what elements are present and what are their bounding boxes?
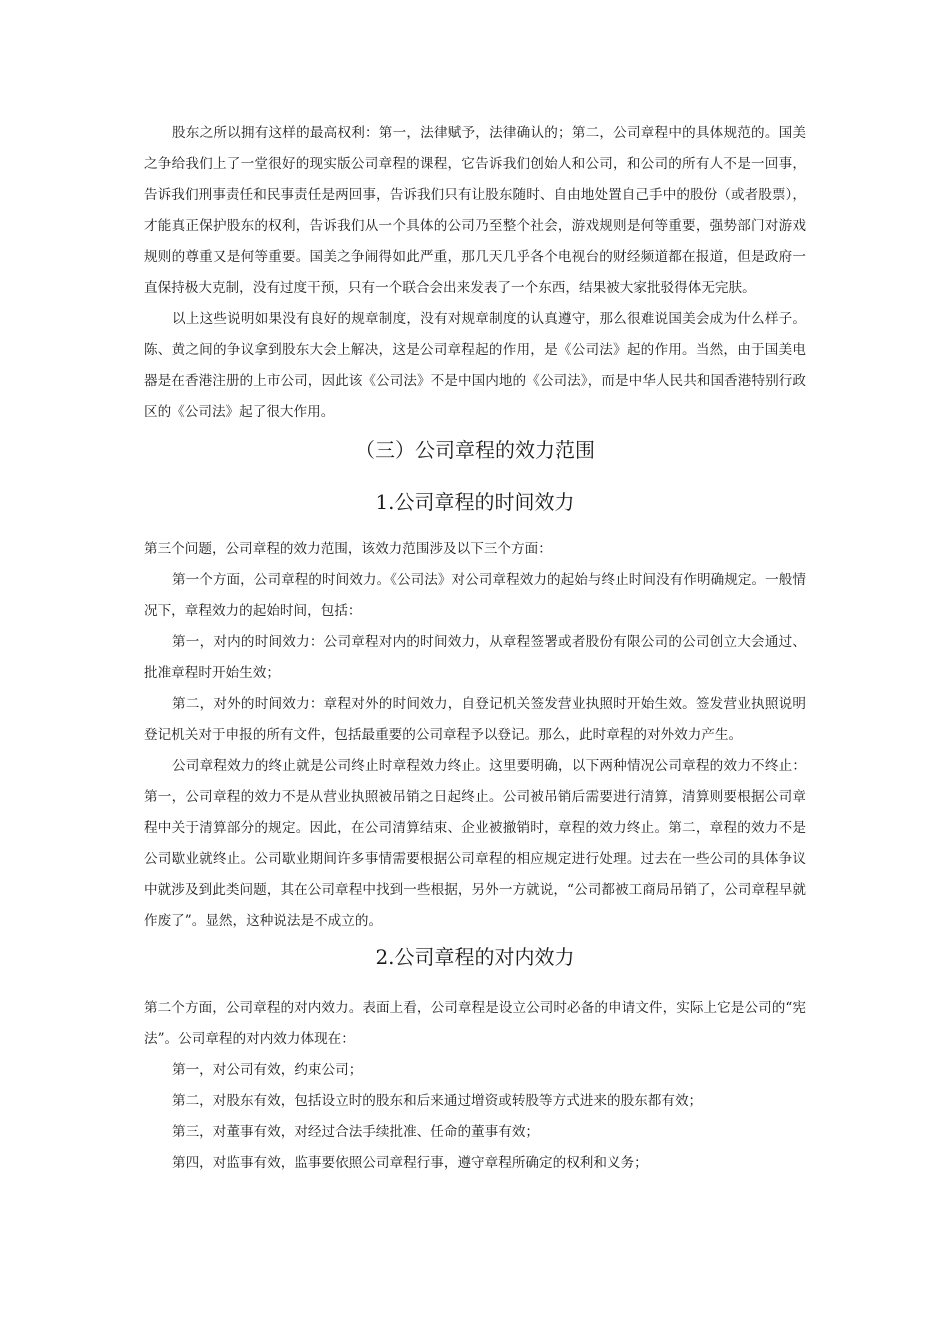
section-heading: （三）公司章程的效力范围 [355, 438, 595, 462]
list-paragraph: 第一，对公司有效，约束公司； [172, 1062, 363, 1078]
subsection-heading-time-effect: 1.公司章程的时间效力 [375, 490, 575, 514]
body-paragraph: 公司章程效力的终止就是公司终止时章程效力终止。这里要明确，以下两种情况公司章程的效力不终止：第一，公司章程的效力不是从营业执照被吊销之日起终止。公司被吊销后需要进行清算，清算则要根据公司章程中关于清算部分的规定。因此，在公司清算结束、企业被撤销时，章程的效力终止。第二，章程的效力不是公司歇业就终止。公司歇业期间许多事情需要根据公司章程的相应规定进行处理。过去在一些公司的具体争议中就涉及到此类问题，其在公司章程中找到一些根据，另外一方就说，“公司都被工商局吊销了，公司章程早就作废了”。显然，这种说法是不成立的。 [144, 758, 806, 929]
subsection-intro: 第二个方面，公司章程的对内效力。表面上看，公司章程是设立公司时必备的申请文件，实际上它是公司的“宪法”。公司章程的对内效力体现在： [144, 1000, 806, 1047]
body-paragraph: 以上这些说明如果没有良好的规章制度，没有对规章制度的认真遵守，那么很难说国美会成为什么样子。陈、黄之间的争议拿到股东大会上解决，这是公司章程起的作用，是《公司法》起的作用。当然，由于国美电器是在香港注册的上市公司，因此该《公司法》不是中国内地的《公司法》，而是中华人民共和国香港特别行政区的《公司法》起了很大作用。 [144, 311, 806, 420]
document-page [144, 118, 806, 1179]
body-paragraph: 第一个方面，公司章程的时间效力。《公司法》对公司章程效力的起始与终止时间没有作明确规定。一般情况下，章程效力的起始时间，包括： [144, 572, 806, 619]
body-paragraph: 第二，对外的时间效力：章程对外的时间效力，自登记机关签发营业执照时开始生效。签发营业执照说明登记机关对于申报的所有文件，包括最重要的公司章程予以登记。那么，此时章程的对外效力产生。 [144, 696, 806, 743]
list-paragraph: 第二，对股东有效，包括设立时的股东和后来通过增资或转股等方式进来的股东都有效； [172, 1093, 703, 1109]
list-paragraph: 第四，对监事有效，监事要依照公司章程行事，遵守章程所确定的权利和义务； [172, 1155, 648, 1171]
list-paragraph: 第三，对董事有效，对经过合法手续批准、任命的董事有效； [172, 1124, 540, 1140]
body-paragraph: 第一，对内的时间效力：公司章程对内的时间效力，从章程签署或者股份有限公司的公司创立大会通过、批准章程时开始生效； [144, 634, 806, 681]
subsection-heading-internal-effect: 2.公司章程的对内效力 [375, 945, 575, 969]
subsection-intro: 第三个问题，公司章程的效力范围，该效力范围涉及以下三个方面： [144, 541, 552, 557]
body-paragraph: 股东之所以拥有这样的最高权利：第一，法律赋予，法律确认的；第二，公司章程中的具体规范的。国美之争给我们上了一堂很好的现实版公司章程的课程，它告诉我们创始人和公司，和公司的所有人不是一回事，告诉我们刑事责任和民事责任是两回事，告诉我们只有让股东随时、自由地处置自己手中的股份（或者股票），才能真正保护股东的权利，告诉我们从一个具体的公司乃至整个社会，游戏规则是何等重要，强势部门对游戏规则的尊重又是何等重要。国美之争闹得如此严重，那几天几乎各个电视台的财经频道都在报道，但是政府一直保持极大克制，没有过度干预，只有一个联合会出来发表了一个东西，结果被大家批驳得体无完肤。 [144, 125, 806, 296]
